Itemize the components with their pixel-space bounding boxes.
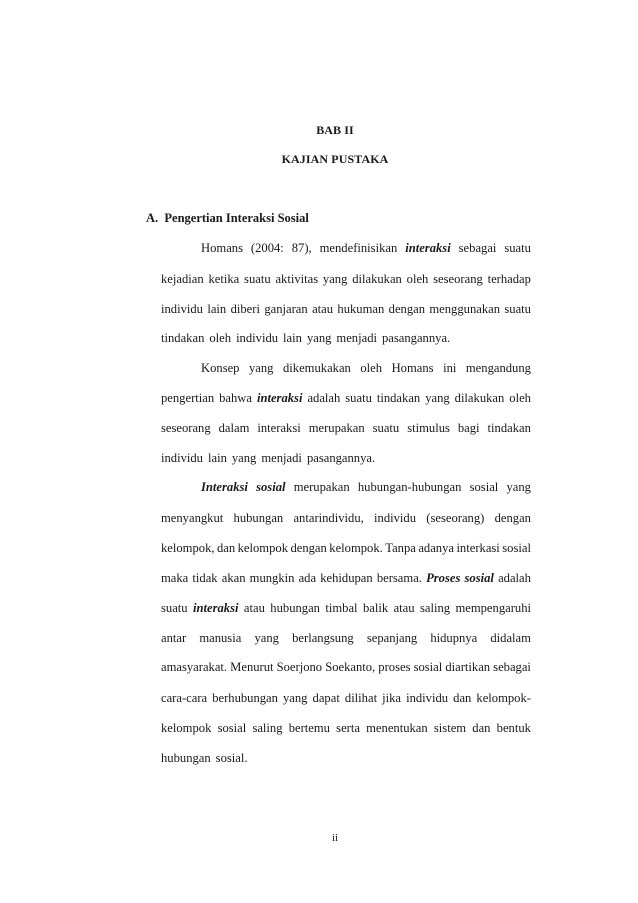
word: suatu — [504, 241, 531, 255]
word: lain — [207, 451, 227, 465]
word: tindakan — [376, 391, 421, 405]
text-line — [201, 479, 531, 495]
word: lain — [283, 331, 302, 345]
text-line — [161, 510, 531, 526]
word: berhubungan — [212, 691, 278, 705]
word: adanya — [418, 541, 454, 555]
word: Homans — [391, 361, 434, 375]
word: seseorang — [161, 421, 211, 435]
word: kejadian — [161, 272, 204, 286]
word: yang — [283, 691, 308, 705]
word: akan — [221, 571, 246, 585]
word: kelompok — [161, 721, 212, 735]
word: aktivitas — [275, 272, 319, 286]
word: ini — [443, 361, 457, 375]
word: berlangsung — [292, 631, 354, 645]
word: atau — [243, 601, 265, 615]
word: interaksi — [257, 421, 301, 435]
word: dilakukan — [454, 391, 505, 405]
emphasis-word: interaksi — [256, 391, 303, 405]
word: bersama. — [376, 571, 422, 585]
word: oleh — [209, 331, 232, 345]
word: Konsep — [201, 361, 240, 375]
text-line — [161, 750, 531, 766]
word: hubungan-hubungan — [357, 480, 462, 494]
word: yang — [231, 451, 257, 465]
word: Menurut — [230, 660, 274, 674]
word: terhadap — [487, 272, 531, 286]
word: (seseorang) — [426, 511, 485, 525]
word: suatu — [372, 421, 400, 435]
word: yang — [306, 331, 332, 345]
text-line — [161, 390, 531, 406]
text-line — [161, 330, 531, 346]
word: adalah — [307, 391, 341, 405]
word: bentuk — [496, 721, 531, 735]
word: sosial — [413, 660, 443, 674]
emphasis-word: interaksi — [405, 241, 451, 255]
word: saling — [419, 601, 451, 615]
text-line — [161, 630, 531, 646]
word: oleh — [406, 272, 429, 286]
word: dengan — [494, 511, 531, 525]
word: kelompok — [237, 541, 288, 555]
word: ada — [298, 571, 317, 585]
word: atau — [312, 302, 334, 316]
text-line — [161, 540, 531, 556]
chapter-number: BAB II — [316, 123, 354, 137]
word: hubungan — [161, 751, 211, 765]
word: dikemukakan — [283, 361, 351, 375]
word: balik — [362, 601, 389, 615]
emphasis-word: sosial — [256, 480, 286, 494]
text-line — [161, 301, 531, 317]
text-line — [161, 570, 531, 586]
word: individu — [161, 302, 203, 316]
word: merupakan — [308, 421, 365, 435]
text-line — [161, 271, 531, 287]
emphasis-word: interaksi — [193, 601, 239, 615]
word: dilihat — [344, 691, 378, 705]
emphasis-word: Proses — [426, 571, 461, 585]
text-line — [161, 600, 531, 616]
word: seseorang — [433, 272, 483, 286]
text-line — [161, 659, 531, 675]
word: sebagai — [493, 660, 531, 674]
text-line — [161, 690, 531, 706]
word: sebagai — [458, 241, 497, 255]
word: menggunakan — [429, 302, 501, 316]
word: amasyarakat. — [161, 660, 228, 674]
word: tindakan — [487, 421, 531, 435]
word: dan — [453, 691, 472, 705]
word: menjadi — [261, 451, 302, 465]
word: Homans — [201, 241, 243, 255]
word: dapat — [312, 691, 340, 705]
word: 87), — [291, 241, 312, 255]
word: dilakukan — [352, 272, 402, 286]
word: bagi — [457, 421, 480, 435]
word: adalah — [498, 571, 531, 585]
word: kelompok- — [476, 691, 531, 705]
word: mendefinisikan — [319, 241, 398, 255]
word: merupakan — [293, 480, 350, 494]
word: dan — [216, 541, 236, 555]
word: menyangkut — [161, 511, 224, 525]
word: kelompok. — [329, 541, 383, 555]
word: suatu — [161, 601, 188, 615]
section-heading — [146, 211, 309, 226]
word: kelompok, — [161, 541, 215, 555]
word: atau — [393, 601, 415, 615]
word: sosial — [502, 541, 531, 555]
chapter-title: KAJIAN PUSTAKA — [281, 152, 389, 166]
word: dan — [472, 721, 491, 735]
word: yang — [425, 391, 450, 405]
word: mempengaruhi — [455, 601, 531, 615]
word: hukuman — [337, 302, 385, 316]
word: lain — [207, 302, 227, 316]
word: yang — [249, 361, 274, 375]
word: yang — [254, 631, 279, 645]
word: individu — [161, 451, 203, 465]
word: stimulus — [407, 421, 450, 435]
word: suatu — [345, 391, 372, 405]
word: didalam — [490, 631, 531, 645]
word: manusia — [199, 631, 242, 645]
word: hubungan — [270, 601, 320, 615]
word: suatu — [244, 272, 271, 286]
word: cara-cara — [161, 691, 208, 705]
word: sosial. — [215, 751, 248, 765]
word: individu — [374, 511, 417, 525]
section-label: A. — [146, 211, 159, 225]
word: yang — [506, 480, 531, 494]
word: dengan — [290, 541, 327, 555]
word: antar — [161, 631, 187, 645]
word: dengan — [388, 302, 426, 316]
word: suatu — [504, 302, 531, 316]
word: tidak — [192, 571, 218, 585]
page-number: ii — [331, 832, 339, 844]
text-line — [201, 360, 531, 376]
word: antarindividu, — [293, 511, 364, 525]
emphasis-word: sosial — [464, 571, 494, 585]
word: Soekanto, — [325, 660, 376, 674]
word: bertemu — [288, 721, 330, 735]
word: sepanjang — [366, 631, 418, 645]
word: pasangannya. — [382, 331, 451, 345]
word: Soerjono — [276, 660, 323, 674]
word: serta — [336, 721, 360, 735]
word: timbal — [325, 601, 358, 615]
word: pengertian — [161, 391, 215, 405]
word: hubungan — [233, 511, 284, 525]
word: ganjaran — [264, 302, 308, 316]
word: menentukan — [366, 721, 428, 735]
text-line — [161, 720, 531, 736]
word: individu — [236, 331, 279, 345]
word: diberi — [230, 302, 260, 316]
word: ketika — [208, 272, 240, 286]
word: diartikan — [445, 660, 491, 674]
word: dalam — [218, 421, 250, 435]
word: mengandung — [465, 361, 531, 375]
word: oleh — [509, 391, 531, 405]
word: (2004: — [250, 241, 284, 255]
word: Tanpa — [385, 541, 416, 555]
text-line — [161, 420, 531, 436]
emphasis-word: Interaksi — [201, 480, 248, 494]
word: sosial — [217, 721, 247, 735]
text-line — [201, 240, 531, 256]
word: oleh — [360, 361, 383, 375]
word: pasangannya. — [306, 451, 376, 465]
word: saling — [252, 721, 283, 735]
word: interkasi — [456, 541, 500, 555]
word: sistem — [433, 721, 467, 735]
word: individu — [406, 691, 449, 705]
word: yang — [322, 272, 348, 286]
word: proses — [378, 660, 411, 674]
word: mungkin — [249, 571, 295, 585]
text-line — [161, 450, 531, 466]
word: jika — [382, 691, 402, 705]
word: hidupnya — [430, 631, 478, 645]
word: kehidupan — [320, 571, 373, 585]
word: menjadi — [336, 331, 377, 345]
word: bahwa — [219, 391, 252, 405]
word: maka — [161, 571, 189, 585]
word: tindakan — [161, 331, 205, 345]
word: sosial — [469, 480, 499, 494]
section-title: Pengertian Interaksi Sosial — [164, 211, 309, 225]
